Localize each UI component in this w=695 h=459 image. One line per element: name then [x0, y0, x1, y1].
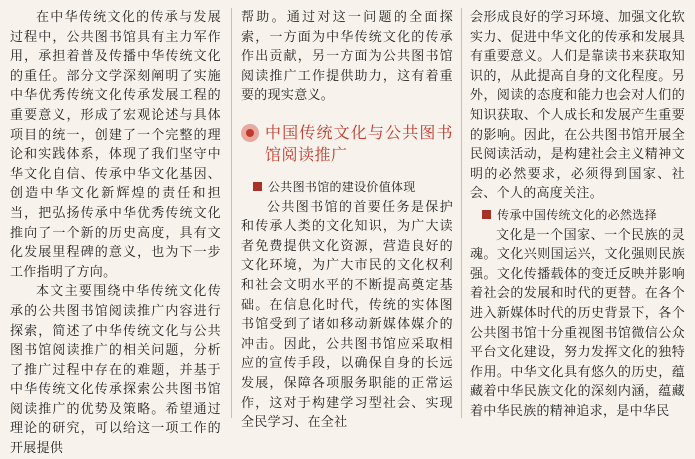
- paragraph: 文化是一个国家、一个民族的灵魂。文化兴则国运兴，文化强则民族强。文化传播载体的变迁反映并影响着社会的发展和时代的更替。在各个进入新媒体时代的历史背景下，各个公共图书馆十分重视图书馆微信公众平台文化建设，努力发挥文化的独特作用。中华文化具有悠久的历史，蕴藏着中华民族文化的深刻内涵，蕴藏着中华民族的精神追求，是中华民: [470, 227, 685, 419]
- square-bullet-icon: [253, 182, 262, 191]
- column-1: [10, 8, 221, 459]
- subheading: [241, 178, 453, 198]
- subheading-text: 传承中国传统文化的必然选择: [497, 207, 657, 222]
- section-heading: [241, 122, 453, 166]
- section-heading-text: 中国传统文化与公共图书馆阅读推广: [265, 122, 453, 164]
- square-bullet-icon: [482, 210, 491, 219]
- paragraph-continued: 帮助。通过对这一问题的全面探索，一方面为中华传统文化的传承作出贡献，另一方面为公共图书馆阅读推广工作提供助力，这有着重要的现实意义。: [241, 10, 453, 104]
- column-3: [470, 8, 685, 421]
- subheading-text: 公共图书馆的建设价值体现: [268, 179, 416, 194]
- paragraph: 本文主要围绕中华传统文化传承的公共图书馆阅读推广内容进行探索，简述了中华传统文化与公共图书馆阅读推广的相关问题，分析了推广过程中存在的难题，并基于中华传统文化传承探索公共图书馆阅读推广的优势及策略。希望通过理论的研究，可以给这一项工作的开展提供: [10, 284, 221, 457]
- column-divider: [231, 8, 232, 418]
- subheading: [470, 206, 685, 226]
- column-2: [241, 8, 453, 433]
- column-divider: [461, 8, 462, 418]
- paragraph: 在中华传统文化的传承与发展过程中，公共图书馆具有主力军作用，承担着普及传播中华传统文化的重任。部分文学深刻阐明了实施中华优秀传统文化传承发展工程的重要意义，形成了宏观论述与具体项目的统一，创建了一个完整的理论和实践体系，体现了我们坚守中华文化自信、传承中华文化基因、创造中华文化新辉煌的责任和担当，把弘扬传承中华优秀传统文化推向了一个新的历史高度，具有文化发展里程碑的意义，也为下一步工作指明了方向。: [10, 10, 221, 280]
- paragraph: 公共图书馆的首要任务是保护和传承人类的文化知识，为广大读者免费提供文化资源，营造良好的文化环境，为广大市民的文化权利和社会文明水平的不断提高奠定基础。在信息化时代，传统的实体图书馆受到了诸如移动新媒体媒介的冲击。因此，公共图书馆应采取相应的宣传手段，以确保自身的长远发展，保障各项服务职能的正常运作，这对于构建学习型社会、实现全民学习、在全社: [241, 199, 453, 431]
- circle-bullet-icon: [241, 124, 259, 142]
- paragraph-continued: 会形成良好的学习环境、加强文化软实力、促进中华文化的传承和发展具有重要意义。人们是靠读书来获取知识的，从此提高自身的文化程度。另外，阅读的态度和能力也会对人们的知识获取、个人成长和发展产生重要的影响。因此，在公共图书馆开展全民阅读活动，是构建社会主义精神文明的必然要求，必须得到国家、社会、个人的高度关注。: [470, 10, 685, 202]
